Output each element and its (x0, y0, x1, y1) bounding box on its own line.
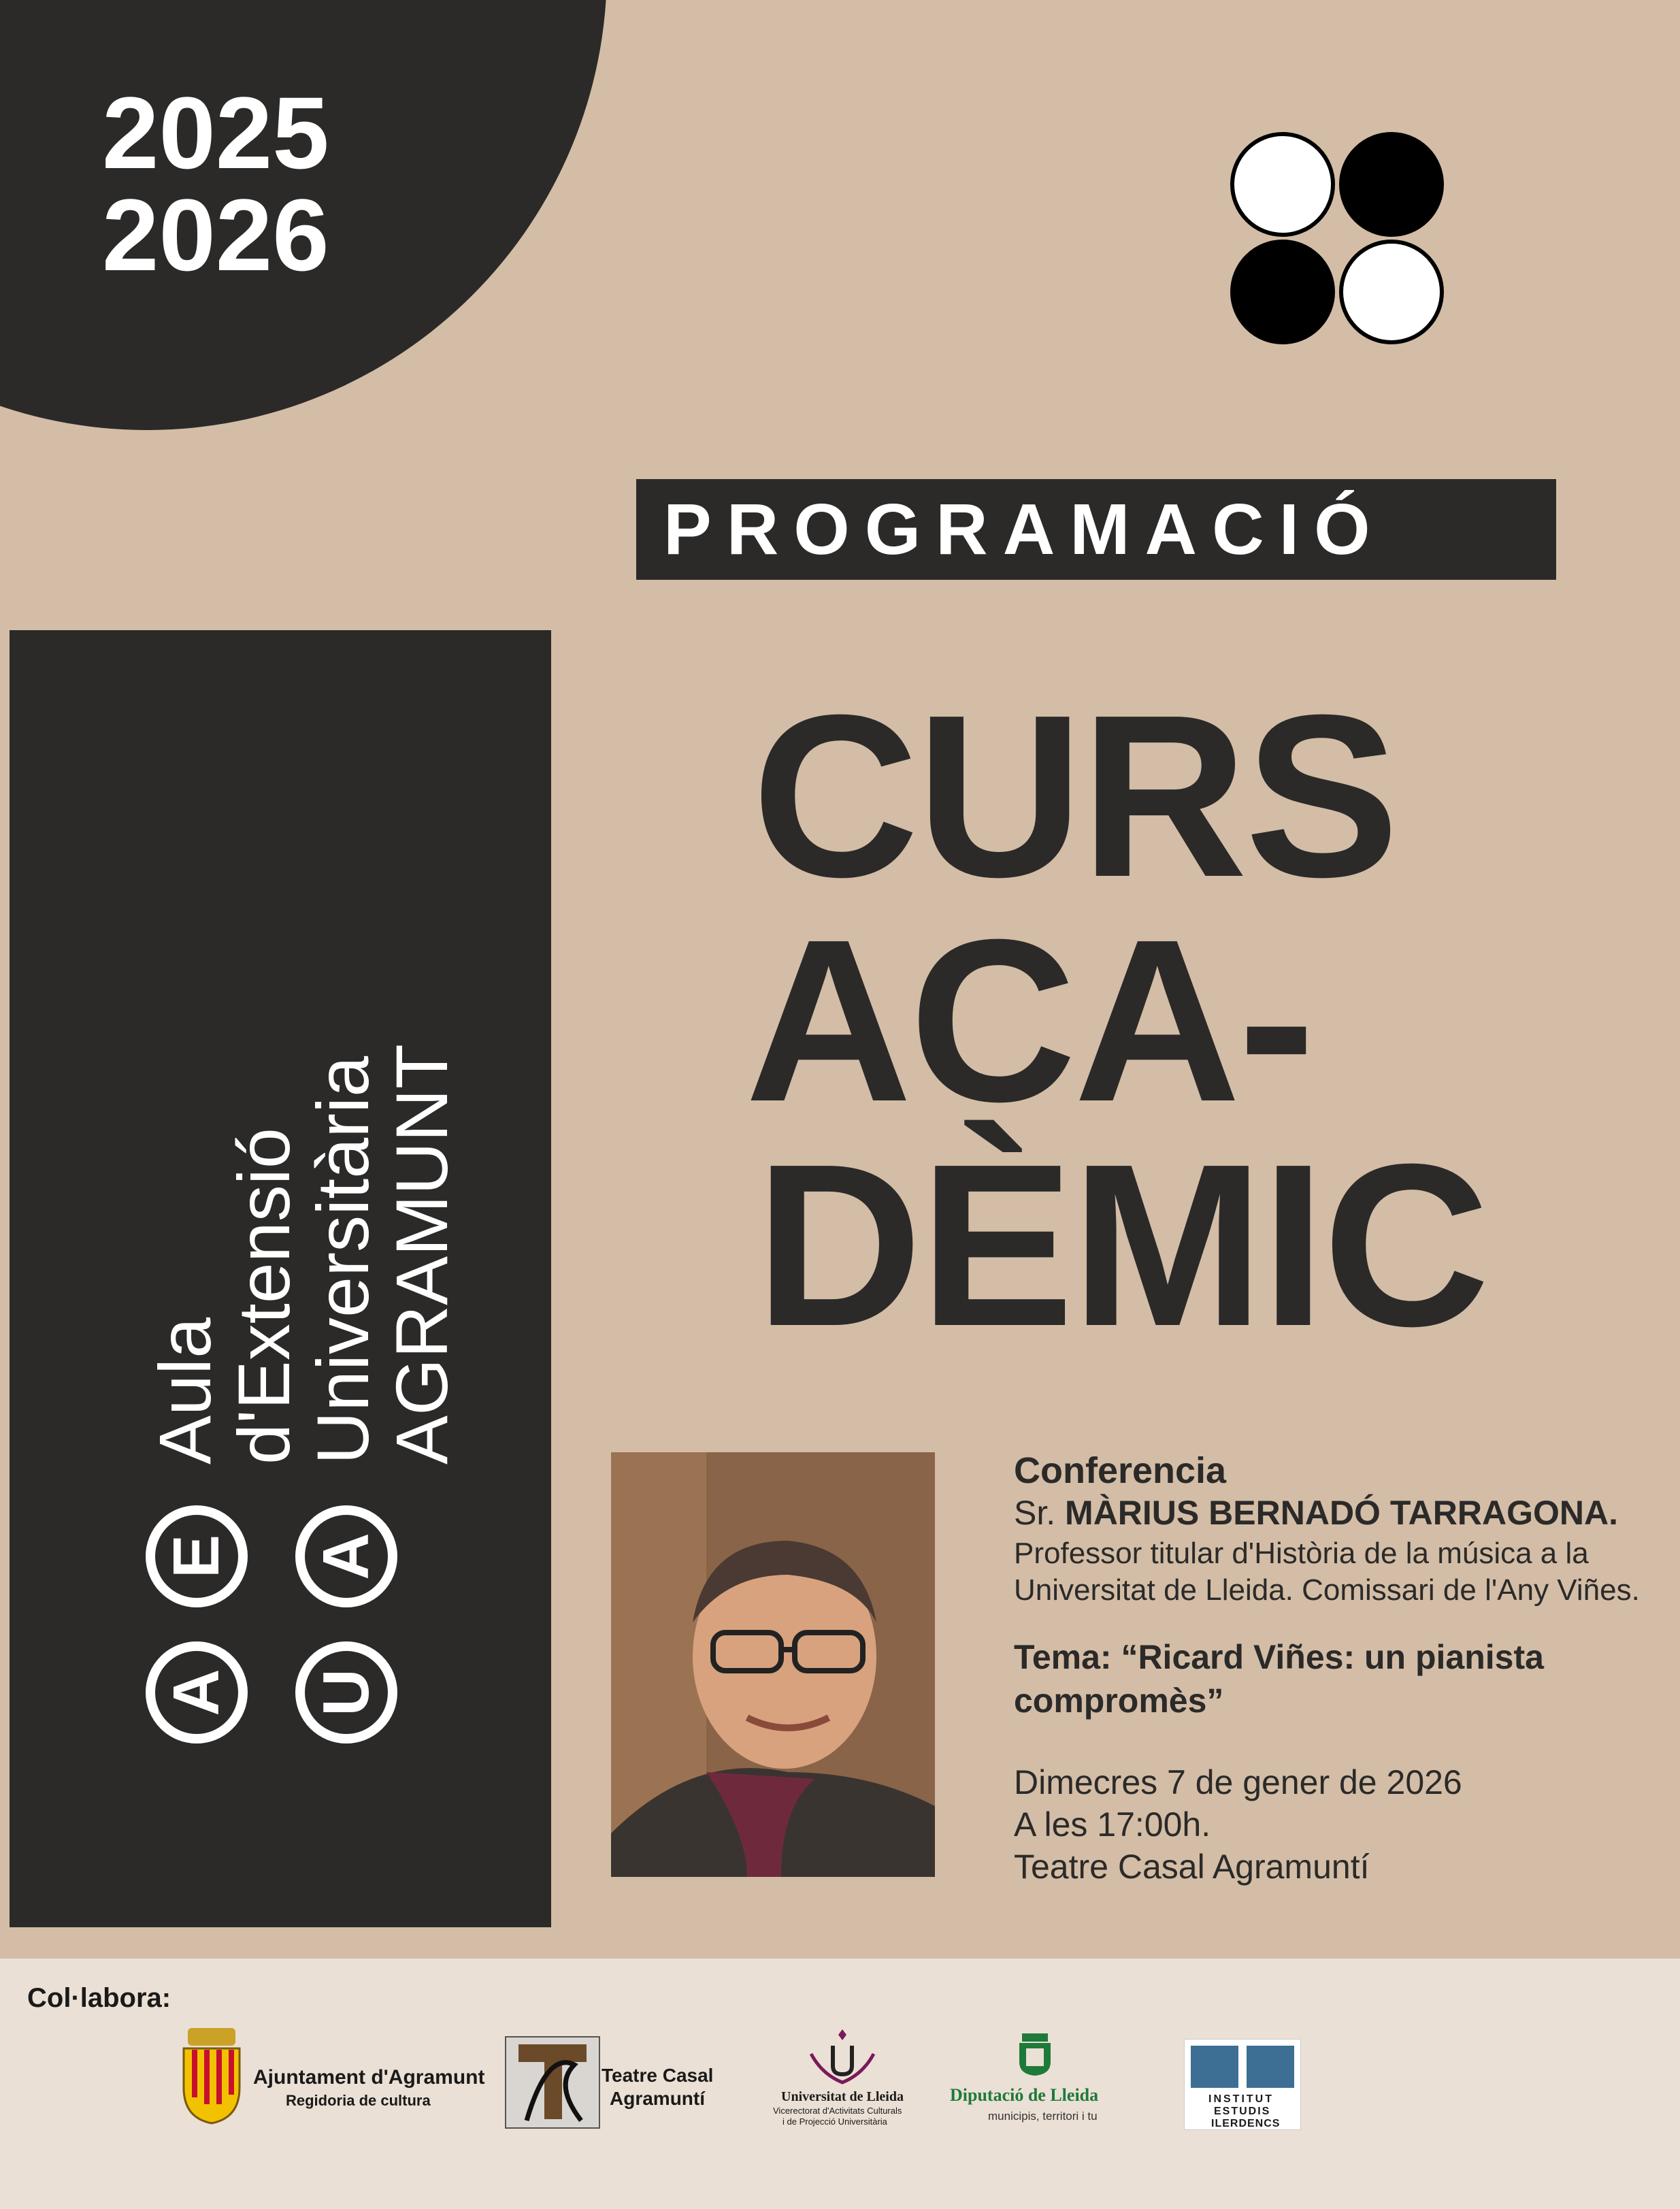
diputacio-shield-icon (1017, 2032, 1053, 2077)
ring-letter-e-icon: E (146, 1505, 248, 1607)
dot-black-icon (1230, 240, 1335, 344)
ring-letter-a-icon: A (146, 1641, 248, 1744)
diputacio-name: Diputació de Lleida (950, 2085, 1099, 2105)
event-time: A les 17:00h. (1014, 1805, 1211, 1844)
speaker-bio-line-1: Professor titular d'Història de la música a la (1014, 1537, 1589, 1570)
udl-sub-line-2: i de Projecció Universitària (783, 2116, 887, 2127)
ajuntament-sub: Regidoria de cultura (286, 2092, 431, 2109)
ring-letter-u-icon: U (295, 1641, 397, 1744)
aeua-text (146, 1044, 461, 1465)
theme-line-1: Tema: “Ricard Viñes: un pianista (1014, 1638, 1544, 1676)
diputacio-sub: municipis, territori i tu (988, 2110, 1098, 2123)
speaker-name: MÀRIUS BERNADÓ TARRAGONA. (1065, 1494, 1618, 1532)
dot-white-icon (1339, 240, 1444, 344)
coat-of-arms-icon (178, 2025, 245, 2125)
programacio-label: PROGRAMACIÓ (663, 489, 1385, 570)
ta-monogram-icon (505, 2036, 600, 2129)
iei-line-3: ILERDENCS (1211, 2118, 1281, 2129)
title-line-1: CURS (752, 667, 1397, 926)
collabora-label: Col·labora: (27, 1983, 171, 2013)
ring-letter-a-icon: A (295, 1505, 397, 1607)
speaker-prefix: Sr. (1014, 1494, 1056, 1532)
year-end: 2026 (102, 178, 329, 292)
event-venue: Teatre Casal Agramuntí (1014, 1848, 1370, 1886)
speaker-portrait-icon (611, 1452, 935, 1877)
title-line-3: DÈMIC (755, 1116, 1487, 1375)
teatre-name-line-1: Teatre Casal (602, 2065, 714, 2086)
aeua-logo (10, 630, 551, 1927)
year-start: 2025 (102, 76, 329, 190)
theme-line-2: compromès” (1014, 1682, 1224, 1720)
aeua-line-aula: Aula (144, 1317, 226, 1465)
udl-mark-icon (802, 2027, 883, 2088)
dot-white-icon (1230, 132, 1335, 237)
speaker-bio-line-2: Universitat de Lleida. Comissari de l'Any Viñes. (1014, 1573, 1640, 1607)
iei-line-2: ESTUDIS (1214, 2106, 1271, 2117)
event-type: Conferencia (1014, 1450, 1227, 1491)
aeua-line-universitaria: Universitària (301, 1056, 384, 1465)
speaker-photo (611, 1452, 935, 1877)
iei-line-1: INSTITUT (1208, 2093, 1274, 2105)
udl-name: Universitat de Lleida (781, 2089, 904, 2104)
speaker-line (1014, 1493, 1618, 1533)
event-date: Dimecres 7 de gener de 2026 (1014, 1763, 1462, 1801)
academic-years (102, 76, 329, 292)
aeua-line-extensio: d'Extensió (223, 1128, 305, 1465)
udl-sub-line-1: Vicerectorat d'Activitats Culturals (773, 2106, 902, 2116)
teatre-name-line-2: Agramuntí (610, 2088, 705, 2109)
ajuntament-name: Ajuntament d'Agramunt (253, 2066, 485, 2089)
dot-black-icon (1339, 132, 1444, 237)
title-line-2: ACA- (745, 891, 1313, 1150)
aeua-line-agramunt: AGRAMUNT (380, 1044, 463, 1465)
